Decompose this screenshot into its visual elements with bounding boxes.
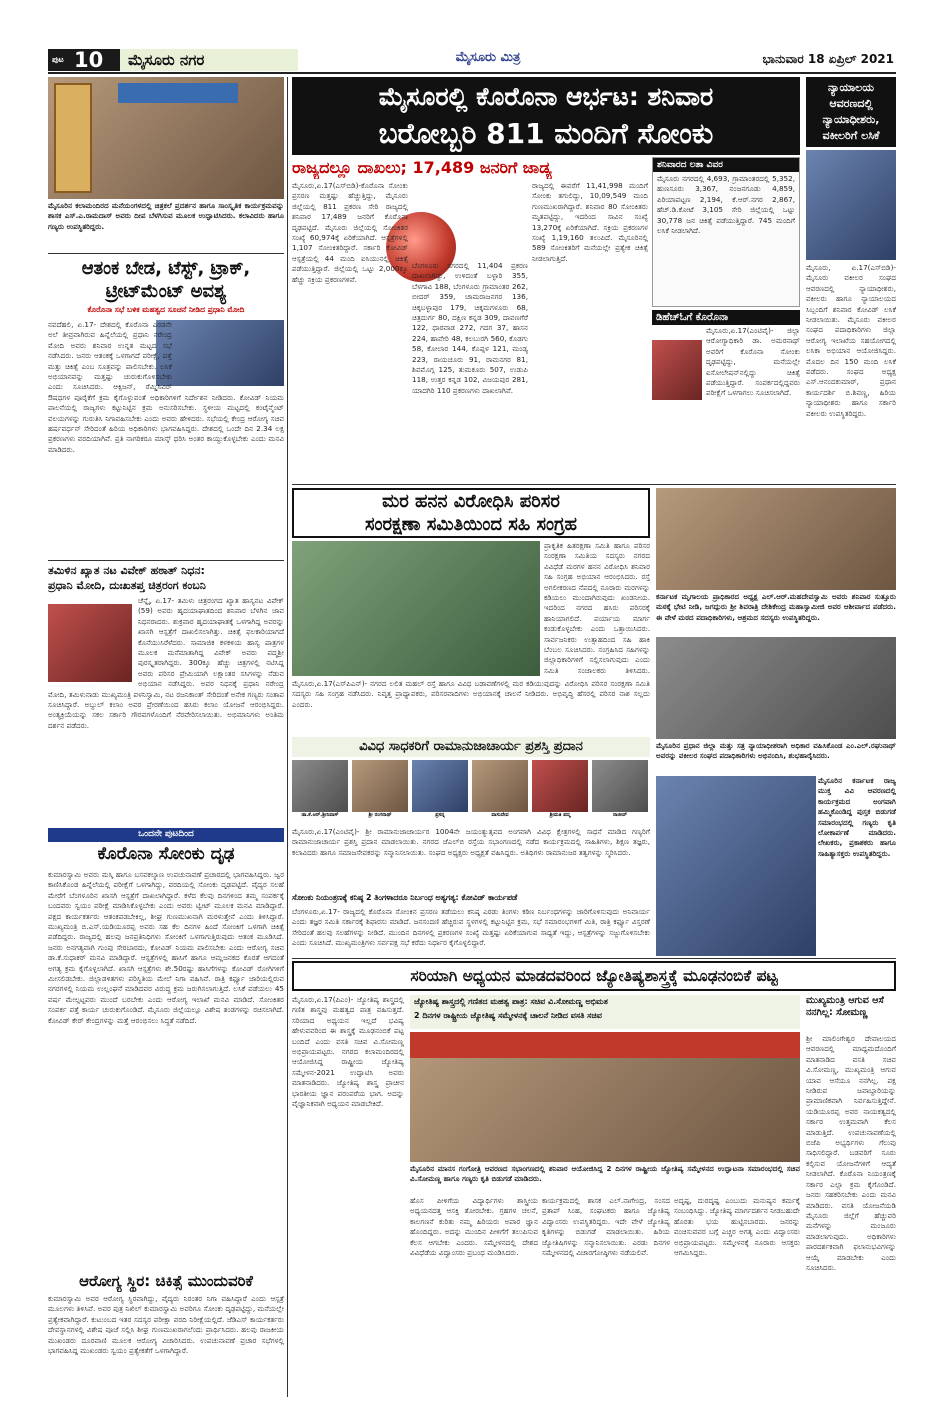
awardee-card: ಡಾ.ಕೆ.ಆರ್.ಶ್ರೀನಿವಾಸ್ (292, 760, 348, 824)
paper-name: ಮೈಸೂರು ಮಿತ್ರ (455, 50, 521, 65)
astro-headline: ಸರಿಯಾಗಿ ಅಧ್ಯಯನ ಮಾಡದವರಿಂದ ಜ್ಯೋತಿಷ್ಯಶಾಸ್ತ್ರಕ್ಕೆ ಮೂಢನಂಬಿಕೆ ಪಟ್ಟ (292, 961, 896, 991)
tree-headline-box (292, 488, 650, 538)
page-label: ಪುಟ (52, 55, 64, 64)
lead-col3: ರಾಜ್ಯದಲ್ಲಿ ಈವರೆಗೆ 11,41,998 ಮಂದಿಗೆ ಸೋಂಕು ತಗುಲಿದ್ದು, 10,09,549 ಮಂದಿ ಗುಣಮುಖರಾಗಿದ್ದಾರೆ. ಶನಿವಾರ 80 ಸೋಂಕಿತರು ಮೃತಪಟ್ಟಿದ್ದು, ಇದರಿಂದ ಸಾವಿನ ಸಂಖ್ಯೆ 13,270ಕ್ಕೆ ಏರಿಕೆಯಾಗಿದೆ. ಸಕ್ರಿಯ ಪ್ರಕರಣಗಳ ಸಂಖ್ಯೆ 1,19,160 ತಲುಪಿದೆ. ಮೈಸೂರಿನಲ್ಲಿ 589 ಸೋಂಕಿತರಿಗೆ ಮನೆಯಲ್ಲೇ ಪ್ರತ್ಯೇಕ ಚಿಕಿತ್ಸೆ ನೀಡಲಾಗುತ್ತಿದೆ. (532, 181, 648, 263)
continued-body: ಕುಮಾರಸ್ವಾಮಿ ಅವರು ಮಸ್ಕಿ ಹಾಗೂ ಬಸವಕಲ್ಯಾಣ ಉಪಚುನಾವಣೆ ಪ್ರಚಾರದಲ್ಲಿ ಭಾಗವಹಿಸಿದ್ದರು. ಜ್ವರ ಕಾಣಿಸಿಕೊಂಡ ಹಿನ್ನೆಲೆಯಲ್ಲಿ ಪರೀಕ್ಷೆಗೆ ಒಳಗಾಗಿದ್ದು, ವರದಿಯಲ್ಲಿ ಸೋಂಕು ದೃಢಪಟ್ಟಿದೆ. ವೈದ್ಯರ ಸಲಹೆ ಮೇರೆಗೆ ಬೆಂಗಳೂರಿನ ಖಾಸಗಿ ಆಸ್ಪತ್ರೆಗೆ ದಾಖಲಾಗಿದ್ದಾರೆ. ಕಳೆದ ಕೆಲವು ದಿನಗಳಿಂದ ತಮ್ಮ ಸಂಪರ್ಕಕ್ಕೆ ಬಂದವರು ಸ್ವಯಂ ಪರೀಕ್ಷೆ ಮಾಡಿಸಿಕೊಳ್ಳಬೇಕು ಎಂದು ಅವರು ಟ್ವೀಟ್ ಮೂಲಕ ಮನವಿ ಮಾಡಿದ್ದಾರೆ. ಪಕ್ಷದ ಕಾರ್ಯಕರ್ತರು ಆತಂಕಪಡಬೇಕಿಲ್ಲ, ಶೀಘ್ರ ಗುಣಮುಖನಾಗಿ ಮರಳುತ್ತೇನೆ ಎಂದು ತಿಳಿಸಿದ್ದಾರೆ. ಮುಖ್ಯಮಂತ್ರಿ ಬಿ.ಎಸ್.ಯಡಿಯೂರಪ್ಪ ಅವರು ಸಹ ಕೆಲ ದಿನಗಳ ಹಿಂದೆ ಸೋಂಕಿಗೆ ಒಳಗಾಗಿ ಚಿಕಿತ್ಸೆ ಪಡೆದಿದ್ದರು. ರಾಜ್ಯದಲ್ಲಿ ಹಲವು ಜನಪ್ರತಿನಿಧಿಗಳು ಸೋಂಕಿಗೆ ಒಳಗಾಗುತ್ತಿರುವುದು ಆತಂಕ ಮೂಡಿಸಿದೆ. ಜನರು ಅನಗತ್ಯವಾಗಿ ಗುಂಪು ಸೇರಬಾರದು, ಕೋವಿಡ್ ನಿಯಮ ಪಾಲಿಸಬೇಕು ಎಂದು ಆರೋಗ್ಯ ಸಚಿವ ಡಾ.ಕೆ.ಸುಧಾಕರ್ ಮನವಿ ಮಾಡಿದ್ದಾರೆ. ಆಸ್ಪತ್ರೆಗಳಲ್ಲಿ ಹಾಸಿಗೆ ಹಾಗೂ ಆಮ್ಲಜನಕದ ಕೊರತೆ ಆಗದಂತೆ ಅಗತ್ಯ ಕ್ರಮ ಕೈಗೊಳ್ಳಲಾಗಿದೆ. ಖಾಸಗಿ ಆಸ್ಪತ್ರೆಗಳು ಶೇ.50ರಷ್ಟು ಹಾಸಿಗೆಗಳನ್ನು ಕೋವಿಡ್ ರೋಗಿಗಳಿಗೆ ಮೀಸಲಿಡಬೇಕು. ಜಿಲ್ಲಾಡಳಿತಗಳು ಪರಿಸ್ಥಿತಿಯ ಮೇಲೆ ನಿಗಾ ವಹಿಸಿವೆ. ರಾತ್ರಿ ಕರ್ಫ್ಯೂ ಜಾರಿಯಲ್ಲಿರುವ ನಗರಗಳಲ್ಲಿ ನಿಯಮ ಉಲ್ಲಂಘನೆ ಮಾಡಿದವರ ವಿರುದ್ಧ ಕ್ರಮ ಜರುಗಿಸಲಾಗುತ್ತಿದೆ. ಲಸಿಕೆ ಪಡೆಯಲು 45 ವರ್ಷ ಮೇಲ್ಪಟ್ಟವರು ಮುಂದೆ ಬರಬೇಕು ಎಂದು ಆರೋಗ್ಯ ಇಲಾಖೆ ಮನವಿ ಮಾಡಿದೆ. ಸೋಂಕಿತರ ಸಂಪರ್ಕ ಪತ್ತೆ ಕಾರ್ಯ ಚುರುಕುಗೊಂಡಿದೆ. ಮೈಸೂರು ಜಿಲ್ಲೆಯಲ್ಲೂ ವಿಶೇಷ ತಂಡಗಳನ್ನು ರಚಿಸಲಾಗಿದೆ. ಕೋವಿಡ್ ಕೇರ್ ಕೇಂದ್ರಗಳನ್ನು ಮತ್ತೆ ಆರಂಭಿಸಲು ಸಿದ್ಧತೆ ನಡೆದಿದೆ. (48, 870, 284, 1025)
tree-col-right: ಪ್ರಾಕೃತಿಕ ಹಿತರಕ್ಷಣಾ ಸಮಿತಿ ಹಾಗೂ ಪರಿಸರ ಸಂರಕ್ಷಣಾ ಸಮಿತಿಯ ಸದಸ್ಯರು ನಗರದ ವಿವಿಧೆಡೆ ಮರಗಳ ಹನನ ವಿರೋಧಿಸಿ ಶನಿವಾರ ಸಹಿ ಸಂಗ್ರಹ ಅಭಿಯಾನ ಆರಂಭಿಸಿದರು. ರಸ್ತೆ ಅಗಲೀಕರಣದ ನೆಪದಲ್ಲಿ ನೂರಾರು ಮರಗಳನ್ನು ಕಡಿಯಲು ಮುಂದಾಗಿರುವುದು ಖಂಡನೀಯ. ಇದರಿಂದ ನಗರದ ಹಸಿರು ಪರಿಸರಕ್ಕೆ ಹಾನಿಯಾಗಲಿದೆ. ಪರ್ಯಾಯ ಮಾರ್ಗ ಕಂಡುಕೊಳ್ಳಬೇಕು ಎಂದು ಒತ್ತಾಯಿಸಿದರು. ಸಾರ್ವಜನಿಕರು ಉತ್ಸಾಹದಿಂದ ಸಹಿ ಹಾಕಿ ಬೆಂಬಲ ಸೂಚಿಸಿದರು. ಸಂಗ್ರಹಿಸಿದ ಸಹಿಗಳನ್ನು ಜಿಲ್ಲಾಧಿಕಾರಿಗಳಿಗೆ ಸಲ್ಲಿಸಲಾಗುವುದು ಎಂದು ಸಮಿತಿ ಸಂಚಾಲಕರು ತಿಳಿಸಿದರು. (544, 541, 650, 675)
somanna-headline: ಮುಖ್ಯಮಂತ್ರಿ ಆಗುವ ಆಸೆ ನನಗಿಲ್ಲ: ಸೋಮಣ್ಣ (806, 995, 884, 1018)
book-caption: ಮೈಸೂರಿನ ಕರ್ನಾಟಕ ರಾಜ್ಯ ಮುಕ್ತ ವಿವಿ ಆವರಣದಲ್ಲಿ ಕಾರ್ಯಕ್ರಮದ ಅಂಗವಾಗಿ ಹಮ್ಮಿಕೊಂಡಿದ್ದ ಪುಸ್ತಕ ಬಿಡುಗಡೆ ಸಮಾರಂಭದಲ್ಲಿ ಗಣ್ಯರು ಕೃತಿ ಲೋಕಾರ್ಪಣೆ ಮಾಡಿದರು. ಲೇಖಕರು, ಪ್ರಕಾಶಕರು ಹಾಗೂ ಸಾಹಿತ್ಯಾಸಕ್ತರು ಉಪಸ್ಥಿತರಿದ್ದರು. (818, 776, 896, 858)
astro-col3: ಕಾರ್ಯಕ್ರಮದಲ್ಲಿ ಶಾಸಕ ಎಲ್.ನಾಗೇಂದ್ರ, ಸಂಸದ ಪ್ರತಾಪ್ ಸಿಂಹ, ಸಂಘಟಕರು ಹಾಗೂ ಜ್ಯೋತಿಷ್ಯ ವಿದ್ವಾಂಸರು ಉಪಸ್ಥಿತರಿದ್ದರು. ಇದೇ ವೇಳೆ ಜ್ಯೋತಿಷ್ಯ ಕೃತಿಗಳನ್ನು ಬಿಡುಗಡೆ ಮಾಡಲಾಯಿತು. ಹಿರಿಯ ಜ್ಯೋತಿಷಿಗಳನ್ನು ಸನ್ಮಾನಿಸಲಾಯಿತು. ಎರಡು ದಿನಗಳ ಸಮ್ಮೇಳನದಲ್ಲಿ ವಿಚಾರಗೋಷ್ಠಿಗಳು ನಡೆಯಲಿವೆ. (542, 1196, 670, 1258)
dho-title: ಡಿಹೆಚ್‌ಓಗೆ ಕೊರೊನಾ (652, 310, 800, 325)
dho-box (652, 310, 800, 480)
continued-label-box (48, 828, 284, 842)
curfew-body: ಬೆಂಗಳೂರು,ಏ.17- ರಾಜ್ಯದಲ್ಲಿ ಕೊರೊನಾ ಸೋಂಕಿನ ಪ್ರಸರಣ ತಡೆಯಲು ಕನಿಷ್ಠ ಎರಡು ತಿಂಗಳು ಕಠಿಣ ನಿರ್ಬಂಧಗಳನ್ನು ಜಾರಿಗೊಳಿಸುವುದು ಅನಿವಾರ್ಯ ಎಂದು ತಜ್ಞರ ಸಮಿತಿ ಸರ್ಕಾರಕ್ಕೆ ಶಿಫಾರಸು ಮಾಡಿದೆ. ಜನಸಂದಣಿ ಹೆಚ್ಚಿರುವ ಸ್ಥಳಗಳಲ್ಲಿ ಕಟ್ಟುನಿಟ್ಟಿನ ಕ್ರಮ, ಸಭೆ ಸಮಾರಂಭಗಳಿಗೆ ಮಿತಿ, ರಾತ್ರಿ ಕರ್ಫ್ಯೂ ವಿಸ್ತರಣೆ ಸೇರಿದಂತೆ ಹಲವು ಸಲಹೆಗಳನ್ನು ನೀಡಿದೆ. ಮುಂದಿನ ದಿನಗಳಲ್ಲಿ ಪ್ರಕರಣಗಳ ಸಂಖ್ಯೆ ಮತ್ತಷ್ಟು ಏರಿಕೆಯಾಗುವ ಸಾಧ್ಯತೆ ಇದ್ದು, ಆಸ್ಪತ್ರೆಗಳನ್ನು ಸಜ್ಜುಗೊಳಿಸಬೇಕು ಎಂದು ಸೂಚಿಸಿದೆ. ಮುಖ್ಯಮಂತ್ರಿಗಳು ಸರ್ವಪಕ್ಷ ಸಭೆ ಕರೆದು ನಿರ್ಧಾರ ಕೈಗೊಳ್ಳಲಿದ್ದಾರೆ. (292, 907, 650, 948)
awardee-strip (292, 760, 650, 824)
dho-body: ಮೈಸೂರು,ಏ.17(ಎಂಟಿವೈ)- ಜಿಲ್ಲಾ ಆರೋಗ್ಯಾಧಿಕಾರಿ ಡಾ. ಅಮರನಾಥ್ ಅವರಿಗೆ ಕೊರೊನಾ ಸೋಂಕು ದೃಢಪಟ್ಟಿದ್ದು, ಮನೆಯಲ್ಲೇ ಐಸೋಲೇಷನ್‌ನಲ್ಲಿದ್ದು ಚಿಕಿತ್ಸೆ ಪಡೆಯುತ್ತಿದ್ದಾರೆ. ಸಂಪರ್ಕದಲ್ಲಿದ್ದವರು ಪರೀಕ್ಷೆಗೆ ಒಳಗಾಗಲು ಸೂಚಿಸಲಾಗಿದೆ. (706, 326, 800, 398)
awardee-card: ಶ್ರೀ ರಂಗನಾಥ್ (352, 760, 408, 824)
health-body: ಕುಮಾರಸ್ವಾಮಿ ಅವರ ಆರೋಗ್ಯ ಸ್ಥಿರವಾಗಿದ್ದು, ವೈದ್ಯರು ನಿರಂತರ ನಿಗಾ ವಹಿಸಿದ್ದಾರೆ ಎಂದು ಆಸ್ಪತ್ರೆ ಮೂಲಗಳು ತಿಳಿಸಿವೆ. ಅವರ ಪುತ್ರ ನಿಖಿಲ್ ಕುಮಾರಸ್ವಾಮಿ ಅವರಿಗೂ ಸೋಂಕು ದೃಢಪಟ್ಟಿದ್ದು, ಮನೆಯಲ್ಲೇ ಪ್ರತ್ಯೇಕವಾಗಿದ್ದಾರೆ. ಕುಟುಂಬದ ಇತರ ಸದಸ್ಯರ ಪರೀಕ್ಷಾ ವರದಿ ನಿರೀಕ್ಷೆಯಲ್ಲಿದೆ. ಜೆಡಿಎಸ್ ಕಾರ್ಯಕರ್ತರು ದೇವಸ್ಥಾನಗಳಲ್ಲಿ ವಿಶೇಷ ಪೂಜೆ ಸಲ್ಲಿಸಿ ಶೀಘ್ರ ಗುಣಮುಖರಾಗಲೆಂದು ಪ್ರಾರ್ಥಿಸಿದರು. ಹಲವು ರಾಜಕೀಯ ಮುಖಂಡರು ದೂರವಾಣಿ ಮೂಲಕ ಆರೋಗ್ಯ ವಿಚಾರಿಸಿದರು. ಉಪಚುನಾವಣೆ ಪ್ರಚಾರ ಸಭೆಗಳಲ್ಲಿ ಭಾಗವಹಿಸಿದ್ದ ಮುಖಂಡರು ಸ್ವಯಂ ಪ್ರತ್ಯೇಕತೆಗೆ ಒಳಗಾಗಿದ್ದಾರೆ. (48, 1294, 284, 1356)
tree-headline-line1: ಮರ ಹನನ ವಿರೋಧಿಸಿ ಪರಿಸರ (382, 491, 560, 512)
astro-caption: ಮೈಸೂರಿನ ಮಾನಸ ಗಂಗೋತ್ರಿ ಆವರಣದ ಸಭಾಂಗಣದಲ್ಲಿ ಶನಿವಾರ ಆಯೋಜಿಸಿದ್ದ 2 ದಿನಗಳ ರಾಷ್ಟ್ರೀಯ ಜ್ಯೋತಿಷ್ಯ ಸಮ್ಮೇಳನದ ಉದ್ಘಾಟನಾ ಸಮಾರಂಭದಲ್ಲಿ ಸಚಿವ ವಿ.ಸೋಮಣ್ಣ ಹಾಗೂ ಗಣ್ಯರು ಕೃತಿ ಬಿಡುಗಡೆ ಮಾಡಿದರು. (410, 1164, 800, 1184)
page-number-badge (48, 49, 120, 71)
astro-col1: ಮೈಸೂರು,ಏ.17(ಪಿಎಂ)- ಜ್ಯೋತಿಷ್ಯ ಶಾಸ್ತ್ರದಲ್ಲಿ ಗಣಿತ ಶಾಸ್ತ್ರವು ಮಹತ್ವದ ಪಾತ್ರ ವಹಿಸುತ್ತದೆ. ಸರಿಯಾದ ಅಧ್ಯಯನ ಇಲ್ಲದೆ ಭವಿಷ್ಯ ಹೇಳುವವರಿಂದ ಈ ಶಾಸ್ತ್ರಕ್ಕೆ ಮೂಢನಂಬಿಕೆ ಪಟ್ಟ ಬಂದಿದೆ ಎಂದು ವಸತಿ ಸಚಿವ ವಿ.ಸೋಮಣ್ಣ ಅಭಿಪ್ರಾಯಪಟ್ಟರು. ನಗರದ ಕಲಾಮಂದಿರದಲ್ಲಿ ಆಯೋಜಿಸಿದ್ದ ರಾಷ್ಟ್ರೀಯ ಜ್ಯೋತಿಷ್ಯ ಸಮ್ಮೇಳನ-2021 ಉದ್ಘಾಟಿಸಿ ಅವರು ಮಾತನಾಡಿದರು. ಜ್ಯೋತಿಷ್ಯ ಶಾಸ್ತ್ರ ಪ್ರಾಚೀನ ಭಾರತೀಯ ಜ್ಞಾನ ಪರಂಪರೆಯ ಭಾಗ. ಅದನ್ನು ವೈಜ್ಞಾನಿಕವಾಗಿ ಅಧ್ಯಯನ ಮಾಡಬೇಕಿದೆ. (292, 995, 404, 1109)
judge-felicitation-photo (656, 637, 896, 739)
continued-label: ಒಂದನೇ ಪುಟದಿಂದ (138, 829, 194, 839)
awardee-card: ರಾಜೀವ್ (592, 760, 648, 824)
lead-headline-line1: ಮೈಸೂರಲ್ಲಿ ಕೊರೊನಾ ಆರ್ಭಟ: ಶನಿವಾರ (378, 82, 714, 111)
court-headline: ನ್ಯಾಯಾಲಯ ಆವರಣದಲ್ಲಿ ನ್ಯಾಯಾಧೀಶರು, ವಕೀಲರಿಗೆ ಲಸಿಕೆ (806, 77, 896, 147)
taluk-box (652, 157, 800, 307)
vivek-story-body: ಚೆನ್ನೈ, ಏ.17- ತಮಿಳು ಚಿತ್ರರಂಗದ ಖ್ಯಾತ ಹಾಸ್ಯನಟ ವಿವೇಕ್ (59) ಅವರು ಹೃದಯಾಘಾತದಿಂದ ಶನಿವಾರ ಬೆಳಗಿನ ಜಾವ ನಿಧನರಾದರು. ಶುಕ್ರವಾರ ಹೃದಯಾಘಾತಕ್ಕೆ ಒಳಗಾಗಿದ್ದ ಅವರನ್ನು ಖಾಸಗಿ ಆಸ್ಪತ್ರೆಗೆ ದಾಖಲಿಸಲಾಗಿತ್ತು. ಚಿಕಿತ್ಸೆ ಫಲಕಾರಿಯಾಗದೆ ಕೊನೆಯುಸಿರೆಳೆದರು. ಸಾಮಾಜಿಕ ಕಳಕಳಿಯ ಹಾಸ್ಯ ಪಾತ್ರಗಳ ಮೂಲಕ ಮನೆಮಾತಾಗಿದ್ದ ವಿವೇಕ್ ಅವರು ಪದ್ಮಶ್ರೀ ಪುರಸ್ಕೃತರಾಗಿದ್ದರು. 300ಕ್ಕೂ ಹೆಚ್ಚು ಚಿತ್ರಗಳಲ್ಲಿ ನಟಿಸಿದ್ದ ಅವರು ಪರಿಸರ ಪ್ರೇಮಿಯಾಗಿ ಲಕ್ಷಾಂತರ ಸಸಿಗಳನ್ನು ನೆಡುವ ಅಭಿಯಾನ ನಡೆಸಿದ್ದರು. ಅವರ ನಿಧನಕ್ಕೆ ಪ್ರಧಾನಿ ನರೇಂದ್ರ ಮೋದಿ, ತಮಿಳುನಾಡು ಮುಖ್ಯಮಂತ್ರಿ ಪಳನಿಸ್ವಾಮಿ, ನಟ ರಜನಿಕಾಂತ್ ಸೇರಿದಂತೆ ಅನೇಕ ಗಣ್ಯರು ಸಂತಾಪ ಸೂಚಿಸಿದ್ದಾರೆ. ಅಬ್ದುಲ್ ಕಲಾಂ ಅವರ ಪ್ರೇರಣೆಯಿಂದ ಹಸಿರು ಕಲಾಂ ಯೋಜನೆ ಆರಂಭಿಸಿದ್ದರು. ಅಂತ್ಯಕ್ರಿಯೆಯನ್ನು ಸಕಲ ಸರ್ಕಾರಿ ಗೌರವಗಳೊಂದಿಗೆ ನೆರವೇರಿಸಲಾಯಿತು. ಅಭಿಮಾನಿಗಳು ಅಂತಿಮ ದರ್ಶನ ಪಡೆದರು. (48, 596, 284, 730)
signature-campaign-photo (292, 541, 540, 676)
book-release-photo (656, 776, 816, 956)
vivek-story-deck: ಪ್ರಧಾನಿ ಮೋದಿ, ದುಃಖತಪ್ತ ಚಿತ್ರರಂಗ ಕಂಬನಿ (48, 579, 206, 592)
issue-date: ಭಾನುವಾರ 18 ಏಪ್ರಿಲ್ 2021 (762, 52, 894, 66)
conference-banner (410, 1032, 800, 1058)
pm-story-headline: ಆತಂಕ ಬೇಡ, ಟೆಸ್ಟ್, ಟ್ರಾಕ್, ಟ್ರೀಟ್‌ಮೆಂಟ್ ಅವಶ್ಯ (81, 258, 251, 302)
awardee-card: ಪ್ರಸನ್ನ (412, 760, 468, 824)
astro-bullets (410, 995, 800, 1029)
health-headline: ಆರೋಗ್ಯ ಸ್ಥಿರ: ಚಿಕಿತ್ಸೆ ಮುಂದುವರಿಕೆ (79, 1272, 253, 1290)
astro-bullet-1: ಜ್ಯೋತಿಷ್ಯ ಶಾಸ್ತ್ರದಲ್ಲಿ ಗಣಿತದ ಮಹತ್ವ ಪಾತ್ರ: ಸಚಿವ ವಿ.ಸೋಮಣ್ಣ ಅಭಿಮತ (414, 997, 608, 1006)
swamiji-visit-photo (656, 488, 896, 590)
section-label: ಮೈಸೂರು ನಗರ (128, 51, 205, 69)
lead-col1: ಮೈಸೂರು,ಏ.17(ಎಸ್‌ಬಿಡಿ)-ಕೊರೊನಾ ಸೋಂಕು ಪ್ರಸರಣ ಮತ್ತಷ್ಟು ಹೆಚ್ಚುತ್ತಿದ್ದು, ಮೈಸೂರು ಜಿಲ್ಲೆಯಲ್ಲಿ 811 ಪ್ರಕರಣ ಸೇರಿ ರಾಜ್ಯದಲ್ಲಿ ಶನಿವಾರ 17,489 ಜನರಿಗೆ ಕೊರೊನಾ ದೃಢಪಟ್ಟಿದೆ. ಮೈಸೂರು ಜಿಲ್ಲೆಯಲ್ಲಿ ಸೋಂಕಿತರ ಸಂಖ್ಯೆ 60,974ಕ್ಕೆ ಏರಿಕೆಯಾಗಿದೆ. ಆಸ್ಪತ್ರೆಗಳಲ್ಲಿ 1,107 ಸೋಂಕಿತರಿದ್ದಾರೆ. ಸರ್ಕಾರಿ ಕೋವಿಡ್ ಆಸ್ಪತ್ರೆಯಲ್ಲಿ 44 ಮಂದಿ ಐಸಿಯುನಲ್ಲಿ ಚಿಕಿತ್ಸೆ ಪಡೆಯುತ್ತಿದ್ದಾರೆ. ಜಿಲ್ಲೆಯಲ್ಲಿ ಒಟ್ಟು 2,000ಕ್ಕೂ ಹೆಚ್ಚು ಸಕ್ರಿಯ ಪ್ರಕರಣಗಳಿವೆ. (292, 181, 408, 284)
event-photo-top-left (48, 77, 284, 199)
lead-headline-box (292, 77, 800, 155)
portrait-frame (54, 83, 92, 193)
astro-bullet-2: 2 ದಿನಗಳ ರಾಷ್ಟ್ರೀಯ ಜ್ಯೋತಿಷ್ಯ ಸಮ್ಮೇಳನಕ್ಕೆ ಚಾಲನೆ ನೀಡಿದ ವಸತಿ ಸಚಿವ (414, 1011, 602, 1020)
lead-headline-line2: ಬರೋಬ್ಬರಿ 811 ಮಂದಿಗೆ ಸೋಂಕು (378, 117, 714, 150)
lead-col2: ಬೆಂಗಳೂರು ನಗರದಲ್ಲಿ 11,404 ಪ್ರಕರಣ ದಾಖಲಾಗಿದ್ದು, ಉಳಿದಂತೆ ಬಳ್ಳಾರಿ 355, ಬೆಳಗಾವಿ 188, ಬೆಂಗಳೂರು ಗ್ರಾಮಾಂತರ 262, ಬೀದರ್ 359, ಚಾಮರಾಜನಗರ 136, ಚಿಕ್ಕಬಳ್ಳಾಪುರ 179, ಚಿಕ್ಕಮಗಳೂರು 68, ಚಿತ್ರದುರ್ಗ 80, ದಕ್ಷಿಣ ಕನ್ನಡ 309, ದಾವಣಗೆರೆ 122, ಧಾರವಾಡ 272, ಗದಗ 37, ಹಾಸನ 224, ಹಾವೇರಿ 48, ಕಲಬುರಗಿ 560, ಕೊಡಗು 58, ಕೋಲಾರ 144, ಕೊಪ್ಪಳ 121, ಮಂಡ್ಯ 223, ರಾಯಚೂರು 91, ರಾಮನಗರ 81, ಶಿವಮೊಗ್ಗ 125, ತುಮಕೂರು 507, ಉಡುಪಿ 118, ಉತ್ತರ ಕನ್ನಡ 102, ವಿಜಯಪುರ 281, ಯಾದಗಿರಿ 110 ಪ್ರಕರಣಗಳು ದಾಖಲಾಗಿವೆ. (412, 261, 528, 395)
somanna-body: ಶ್ರೀ ಮಾಲಿಂಗೇಶ್ವರ ದೇವಾಲಯದ ಆವರಣದಲ್ಲಿ ಮಾಧ್ಯಮದೊಂದಿಗೆ ಮಾತನಾಡಿದ ವಸತಿ ಸಚಿವ ವಿ.ಸೋಮಣ್ಣ, ಮುಖ್ಯಮಂತ್ರಿ ಆಗುವ ಯಾವ ಆಸೆಯೂ ನನಗಿಲ್ಲ. ಪಕ್ಷ ನೀಡಿರುವ ಜವಾಬ್ದಾರಿಯನ್ನು ಪ್ರಾಮಾಣಿಕವಾಗಿ ನಿರ್ವಹಿಸುತ್ತಿದ್ದೇನೆ. ಯಡಿಯೂರಪ್ಪ ಅವರ ನಾಯಕತ್ವದಲ್ಲಿ ಸರ್ಕಾರ ಉತ್ತಮವಾಗಿ ಕೆಲಸ ಮಾಡುತ್ತಿದೆ. ಉಪಚುನಾವಣೆಯಲ್ಲಿ ಬಿಜೆಪಿ ಅಭ್ಯರ್ಥಿಗಳು ಗೆಲುವು ಸಾಧಿಸಲಿದ್ದಾರೆ. ಬಡವರಿಗೆ ಸೂರು ಕಲ್ಪಿಸುವ ಯೋಜನೆಗಳಿಗೆ ಆದ್ಯತೆ ನೀಡಲಾಗಿದೆ. ಕೊರೊನಾ ನಿಯಂತ್ರಣಕ್ಕೆ ಸರ್ಕಾರ ಎಲ್ಲಾ ಕ್ರಮ ಕೈಗೊಂಡಿದೆ. ಜನರು ಸಹಕರಿಸಬೇಕು ಎಂದು ಮನವಿ ಮಾಡಿದರು. ವಸತಿ ಯೋಜನೆಯಡಿ ಮೈಸೂರು ಜಿಲ್ಲೆಗೆ ಹೆಚ್ಚುವರಿ ಮನೆಗಳನ್ನು ಮಂಜೂರು ಮಾಡಲಾಗುವುದು. ಅಧಿಕಾರಿಗಳು ಪಾರದರ್ಶಕವಾಗಿ ಫಲಾನುಭವಿಗಳನ್ನು ಆಯ್ಕೆ ಮಾಡಬೇಕು ಎಂದು ಸೂಚಿಸಿದರು. (806, 1034, 896, 1272)
award-headline: ವಿವಿಧ ಸಾಧಕರಿಗೆ ರಾಮಾನುಜಾಚಾರ್ಯ ಪ್ರಶಸ್ತಿ ಪ್ರದಾನ (292, 737, 650, 757)
continued-headline: ಕೊರೊನಾ ಸೋಂಕು ದೃಢ (97, 844, 235, 864)
astro-col4: ಅದೃಷ್ಟ, ದುರದೃಷ್ಟ ಎಂಬುದು ಮನುಷ್ಯನ ಕರ್ಮಕ್ಕೆ ಸಂಬಂಧಿಸಿದ್ದು. ಜ್ಯೋತಿಷ್ಯ ಮಾರ್ಗದರ್ಶನ ನೀಡಬಹುದೇ ಹೊರತು ಭಯ ಹುಟ್ಟಿಸಬಾರದು. ಜನರನ್ನು ವಂಚಿಸುವವರ ಬಗ್ಗೆ ಎಚ್ಚರ ಅಗತ್ಯ ಎಂದು ವಿದ್ವಾಂಸರು ಅಭಿಪ್ರಾಯಪಟ್ಟರು. ಸಮ್ಮೇಳನಕ್ಕೆ ನೂರಾರು ಆಸಕ್ತರು ಆಗಮಿಸಿದ್ದರು. (674, 1196, 800, 1258)
page-number: 10 (74, 49, 104, 71)
taluk-box-title: ಶನಿವಾರದ ಲತಾ ವಿವರ (653, 158, 799, 172)
award-body: ಮೈಸೂರು,ಏ.17(ಎಂಟಿವೈ)- ಶ್ರೀ ರಾಮಾನುಜಾಚಾರ್ಯರ 1004ನೇ ಜಯಂತ್ಯುತ್ಸವದ ಅಂಗವಾಗಿ ವಿವಿಧ ಕ್ಷೇತ್ರಗಳಲ್ಲಿ ಸಾಧನೆ ಮಾಡಿದ ಗಣ್ಯರಿಗೆ ರಾಮಾನುಜಾಚಾರ್ಯ ಪ್ರಶಸ್ತಿ ಪ್ರದಾನ ಮಾಡಲಾಯಿತು. ನಗರದ ಜೆಎಲ್‌ಬಿ ರಸ್ತೆಯ ಸಭಾಂಗಣದಲ್ಲಿ ನಡೆದ ಕಾರ್ಯಕ್ರಮದಲ್ಲಿ ಸಾಹಿತಿಗಳು, ಶಿಕ್ಷಣ ತಜ್ಞರು, ಕಲಾವಿದರು ಹಾಗೂ ಸಮಾಜಸೇವಕರನ್ನು ಸನ್ಮಾನಿಸಲಾಯಿತು. ಸಂಘದ ಅಧ್ಯಕ್ಷರು ಅಧ್ಯಕ್ಷತೆ ವಹಿಸಿದ್ದರು. ಅತಿಥಿಗಳು ರಾಮಾನುಜರ ತತ್ವಗಳನ್ನು ಸ್ಮರಿಸಿದರು. (292, 827, 650, 857)
masthead (48, 46, 896, 74)
astrology-conference-photo (410, 1032, 800, 1162)
awardee-card: ವಾಸುದೇವ (472, 760, 528, 824)
pm-story-deck: ಕೊರೊನಾ ಸಭೆ ಬಳಿಕ ಮಹತ್ವದ ಸೂಚನೆ ನೀಡಿದ ಪ್ರಧಾನಿ ಮೋದಿ (87, 305, 245, 314)
court-body: ಮೈಸೂರು, ಏ.17(ಎಸ್‌ಬಿಡಿ)- ಮೈಸೂರು ವಕೀಲರ ಸಂಘದ ಆವರಣದಲ್ಲಿ ನ್ಯಾಯಾಧೀಶರು, ವಕೀಲರು ಹಾಗೂ ನ್ಯಾಯಾಲಯದ ಸಿಬ್ಬಂದಿಗೆ ಶನಿವಾರ ಕೋವಿಡ್ ಲಸಿಕೆ ನೀಡಲಾಯಿತು. ಮೈಸೂರು ವಕೀಲರ ಸಂಘದ ಪದಾಧಿಕಾರಿಗಳು ಜಿಲ್ಲಾ ಆರೋಗ್ಯ ಇಲಾಖೆಯ ಸಹಯೋಗದಲ್ಲಿ ಲಸಿಕಾ ಅಭಿಯಾನ ಆಯೋಜಿಸಿದ್ದರು. ಮೊದಲ ದಿನ 150 ಮಂದಿ ಲಸಿಕೆ ಪಡೆದರು. ಸಂಘದ ಅಧ್ಯಕ್ಷ ಎಸ್.ಆನಂದಕುಮಾರ್, ಪ್ರಧಾನ ಕಾರ್ಯದರ್ಶಿ ಬಿ.ಶಿವಣ್ಣ, ಹಿರಿಯ ನ್ಯಾಯಾಧೀಶರು ಹಾಗೂ ಸರ್ಕಾರಿ ವಕೀಲರು ಉಪಸ್ಥಿತರಿದ್ದರು. (806, 263, 896, 418)
vivek-story-headline: ತಮಿಳಿನ ಖ್ಯಾತ ನಟ ವಿವೇಕ್ ಹಠಾತ್ ನಿಧನ: (48, 564, 205, 577)
vaccination-photo (806, 150, 896, 260)
taluk-box-body: ಮೈಸೂರು ನಗರದಲ್ಲಿ 4,693, ಗ್ರಾಮಾಂತರದಲ್ಲಿ 5,352, ಹುಣಸೂರು 3,367, ನಂಜನಗೂಡು 4,859, ಪಿರಿಯಾಪಟ್ಟಣ 2,194, ಕೆ.ಆರ್.ನಗರ 2,867, ಹೆಚ್.ಡಿ.ಕೋಟೆ 3,105 ಸೇರಿ ಜಿಲ್ಲೆಯಲ್ಲಿ ಒಟ್ಟು 30,778 ಜನ ಚಿಕಿತ್ಸೆ ಪಡೆಯುತ್ತಿದ್ದಾರೆ. 745 ಮಂದಿಗೆ ಲಸಿಕೆ ನೀಡಲಾಗಿದೆ. (657, 174, 795, 236)
top-left-caption: ಮೈಸೂರಿನ ಕಲಾಮಂದಿರದ ಮನೆಯಂಗಳದಲ್ಲಿ ಚಿತ್ರಕಲೆ ಪ್ರದರ್ಶನ ಹಾಗೂ ಸಾಂಸ್ಕೃತಿಕ ಕಾರ್ಯಕ್ರಮವನ್ನು ಶಾಸಕ ಎಸ್.ಎ.ರಾಮದಾಸ್ ಅವರು ದೀಪ ಬೆಳಗಿಸುವ ಮೂಲಕ ಉದ್ಘಾಟಿಸಿದರು. ಕಲಾವಿದರು ಹಾಗೂ ಗಣ್ಯರು ಉಪಸ್ಥಿತರಿದ್ದರು. (48, 201, 284, 231)
tree-headline-line2: ಸಂರಕ್ಷಣಾ ಸಮಿತಿಯಿಂದ ಸಹಿ ಸಂಗ್ರಹ (364, 514, 577, 535)
tree-col-bottom: ಮೈಸೂರು,ಏ.17(ಎಸ್‌ಪಿಎನ್)- ನಗರದ ಲಲಿತ ಮಹಲ್ ರಸ್ತೆ ಹಾಗೂ ವಿವಿಧ ಬಡಾವಣೆಗಳಲ್ಲಿ ಮರ ಕಡಿಯುವುದನ್ನು ವಿರೋಧಿಸಿ ಪರಿಸರ ಸಂರಕ್ಷಣಾ ಸಮಿತಿ ಸದಸ್ಯರು ಸಹಿ ಸಂಗ್ರಹ ನಡೆಸಿದರು. ನಿವೃತ್ತ ಪ್ರಾಧ್ಯಾಪಕರು, ಪರಿಸರವಾದಿಗಳು ಅಭಿಯಾನಕ್ಕೆ ಚಾಲನೆ ನೀಡಿದರು. ಅಭಿವೃದ್ಧಿ ಹೆಸರಲ್ಲಿ ಪರಿಸರ ನಾಶ ಸಲ್ಲದು ಎಂದರು. (292, 679, 650, 709)
stage-banner (118, 83, 238, 103)
swamiji-caption: ಕರ್ನಾಟಕ ಮೃಗಾಲಯ ಪ್ರಾಧಿಕಾರದ ಅಧ್ಯಕ್ಷ ಎಲ್.ಆರ್.ಮಹದೇವಸ್ವಾಮಿ ಅವರು ಶನಿವಾರ ಸುತ್ತೂರು ಮಠಕ್ಕೆ ಭೇಟಿ ನೀಡಿ, ಜಗದ್ಗುರು ಶ್ರೀ ಶಿವರಾತ್ರಿ ದೇಶಿಕೇಂದ್ರ ಮಹಾಸ್ವಾಮೀಜಿ ಅವರ ಆಶೀರ್ವಾದ ಪಡೆದರು. ಈ ವೇಳೆ ಮಠದ ಪದಾಧಿಕಾರಿಗಳು, ಆಶ್ರಮದ ಸದಸ್ಯರು ಉಪಸ್ಥಿತರಿದ್ದರು. (656, 592, 896, 622)
judge-caption: ಮೈಸೂರಿನ ಪ್ರಧಾನ ಜಿಲ್ಲಾ ಮತ್ತು ಸತ್ರ ನ್ಯಾಯಾಧೀಶರಾಗಿ ಅಧಿಕಾರ ವಹಿಸಿಕೊಂಡ ಎಂ.ಎಲ್.ರಘುನಾಥ್ ಅವರನ್ನು ವಕೀಲರ ಸಂಘದ ಪದಾಧಿಕಾರಿಗಳು ಅಭಿನಂದಿಸಿ, ಶುಭಹಾರೈಸಿದರು. (656, 741, 896, 761)
lead-subheadline: ರಾಜ್ಯದಲ್ಲೂ ದಾಖಲು; 17,489 ಜನರಿಗೆ ಜಾಡ್ಯ (292, 158, 552, 177)
awardee-card: ಶ್ರೀಮತಿ ಪದ್ಮ (532, 760, 588, 824)
section-label-box (120, 49, 298, 71)
curfew-headline: ಸೋಂಕು ನಿಯಂತ್ರಣಕ್ಕೆ ಕನಿಷ್ಠ 2 ತಿಂಗಳಾದರೂ ನಿರ್ಬಂಧ ಅತ್ಯಗತ್ಯ: ಕೋವಿಡ್ ಕಾರ್ಯಪಡೆ (292, 893, 518, 902)
astro-col2: ಹೊಸ ಪೀಳಿಗೆಯ ವಿದ್ಯಾರ್ಥಿಗಳು ಶಾಸ್ತ್ರೀಯ ಅಧ್ಯಯನದತ್ತ ಆಸಕ್ತಿ ತೋರಬೇಕು. ಗ್ರಹಗಳ ಚಲನೆ, ಕಾಲಗಣನೆ ಕುರಿತು ನಮ್ಮ ಹಿರಿಯರು ಅಪಾರ ಜ್ಞಾನ ಹೊಂದಿದ್ದರು. ಅದನ್ನು ಮುಂದಿನ ಪೀಳಿಗೆಗೆ ತಲುಪಿಸುವ ಕೆಲಸ ಆಗಬೇಕು ಎಂದರು. ಸಮ್ಮೇಳನದಲ್ಲಿ ದೇಶದ ವಿವಿಧೆಡೆಯ ವಿದ್ವಾಂಸರು ಪ್ರಬಂಧ ಮಂಡಿಸಿದರು. (410, 1196, 538, 1258)
pm-story-body: ನವದೆಹಲಿ, ಏ.17- ದೇಶದಲ್ಲಿ ಕೊರೊನಾ ಎರಡನೇ ಅಲೆ ತೀವ್ರವಾಗಿರುವ ಹಿನ್ನೆಲೆಯಲ್ಲಿ ಪ್ರಧಾನಿ ನರೇಂದ್ರ ಮೋದಿ ಅವರು ಶನಿವಾರ ಉನ್ನತ ಮಟ್ಟದ ಸಭೆ ನಡೆಸಿದರು. ಜನರು ಆತಂಕಕ್ಕೆ ಒಳಗಾಗದೆ ಪರೀಕ್ಷೆ, ಪತ್ತೆ ಮತ್ತು ಚಿಕಿತ್ಸೆ ಎಂಬ ಸೂತ್ರವನ್ನು ಪಾಲಿಸಬೇಕು. ಲಸಿಕೆ ಅಭಿಯಾನವನ್ನು ಮತ್ತಷ್ಟು ಚುರುಕುಗೊಳಿಸಬೇಕು ಎಂದು ಸೂಚಿಸಿದರು. ಆಕ್ಸಿಜನ್, ರೆಮ್ಡಿಸಿವಿರ್ ಔಷಧಗಳ ಪೂರೈಕೆಗೆ ಕ್ರಮ ಕೈಗೊಳ್ಳುವಂತೆ ಅಧಿಕಾರಿಗಳಿಗೆ ನಿರ್ದೇಶನ ನೀಡಿದರು. ಕೋವಿಡ್ ನಿಯಮ ಪಾಲನೆಯಲ್ಲಿ ರಾಜ್ಯಗಳು ಕಟ್ಟುನಿಟ್ಟಿನ ಕ್ರಮ ಅನುಸರಿಸಬೇಕು. ಸ್ಥಳೀಯ ಮಟ್ಟದಲ್ಲಿ ಕಂಟೈನ್ಮೆಂಟ್ ವಲಯಗಳನ್ನು ಗುರುತಿಸಿ ನಿಗಾವಹಿಸಬೇಕು ಎಂದು ಅವರು ಹೇಳಿದರು. ಸಭೆಯಲ್ಲಿ ಕೇಂದ್ರ ಆರೋಗ್ಯ ಸಚಿವ ಹರ್ಷವರ್ಧನ್ ಸೇರಿದಂತೆ ಹಿರಿಯ ಅಧಿಕಾರಿಗಳು ಭಾಗವಹಿಸಿದ್ದರು. ದೇಶದಲ್ಲಿ ಒಂದೇ ದಿನ 2.34 ಲಕ್ಷ ಪ್ರಕರಣಗಳು ವರದಿಯಾಗಿವೆ. ಪ್ರತಿ ನಾಗರಿಕರೂ ಮಾಸ್ಕ್ ಧರಿಸಿ ಅಂತರ ಕಾಯ್ದುಕೊಳ್ಳಬೇಕು ಎಂದು ಮನವಿ ಮಾಡಿದರು. (48, 320, 284, 454)
